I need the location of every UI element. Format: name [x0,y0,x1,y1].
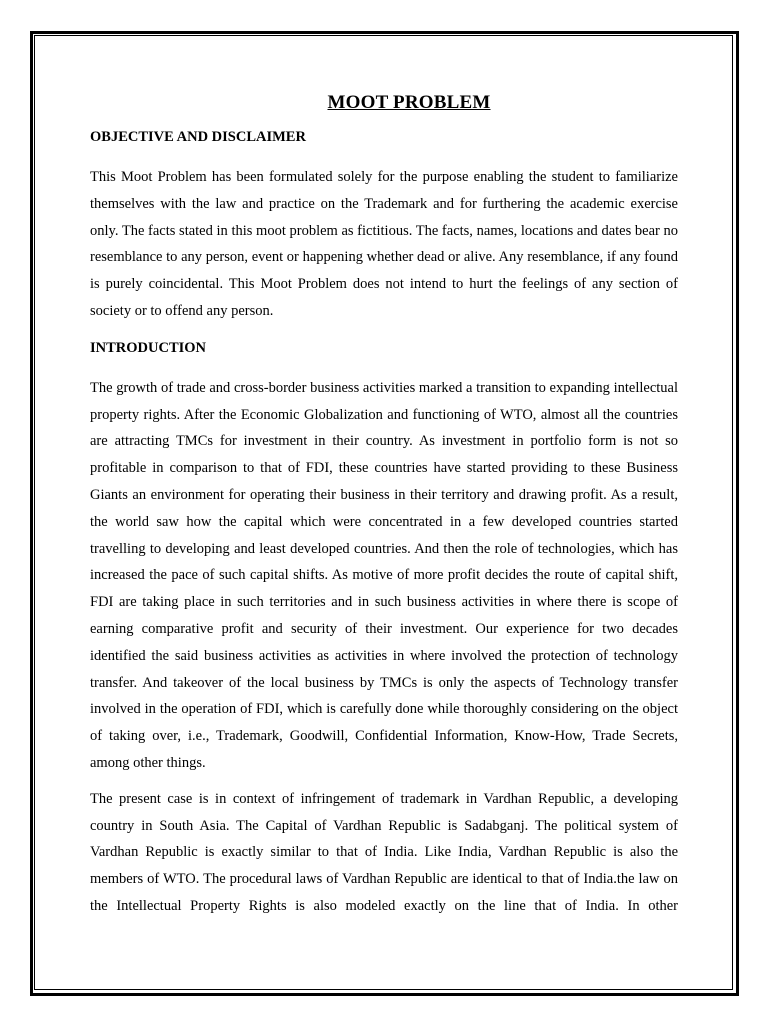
section-heading-objective: OBJECTIVE AND DISCLAIMER [90,129,306,145]
paragraph-objective: This Moot Problem has been formulated solely for the purpose enabling the student to familiarize themselves with the law and practice on the Trademark and for furthering the academic exercise only. The facts stated in this moot problem as fictitious. The facts, names, locations and dates bear no resemblance to any person, event or happening whether dead or alive. Any resemblance, if any found is purely coincidental. This Moot Problem does not intend to hurt the feelings of any section of society or to offend any person. [90,169,678,319]
paragraph-introduction-1: The growth of trade and cross-border business activities marked a transition to expanding intellectual property rights. After the Economic Globalization and functioning of WTO, almost all the countries are attracting TMCs for investment in their country. As investment in portfolio form is not so profitable in comparison to that of FDI, these countries have started providing to these Business Giants an environment for operating their business in their territory and drawing profit. As a result, the world saw how the capital which were concentrated in a few developed countries started travelling to developing and least developed countries. And then the role of technologies, which has increased the pace of such capital shifts. As motive of more profit decides the route of capital shift, FDI are taking place in such territories and in such business activities in where there is scope of earning comparative profit and security of their investment. Our experience for two decades identified the said business activities as activities in where involved the protection of technology transfer. And takeover of the local business by TMCs is only the aspects of Technology transfer involved in the operation of FDI, which is carefully done while thoroughly considering on the object of taking over, i.e., Trademark, Goodwill, Confidential Information, Know-How, Trade Secrets, among other things. [90,379,678,771]
document-title: MOOT PROBLEM [327,92,491,113]
paragraph-introduction-2: The present case is in context of infringement of trademark in Vardhan Republic, a developing country in South Asia. The Capital of Vardhan Republic is Sadabganj. The political system of Vardhan Republic is exactly similar to that of India. Like India, Vardhan Republic is also the members of WTO. The procedural laws of Vardhan Republic are identical to that of India.the law on the Intellectual Property Rights is also modeled exactly on the line that of India. In other [90,790,678,914]
document-body [90,92,678,929]
section-heading-introduction: INTRODUCTION [90,339,207,356]
